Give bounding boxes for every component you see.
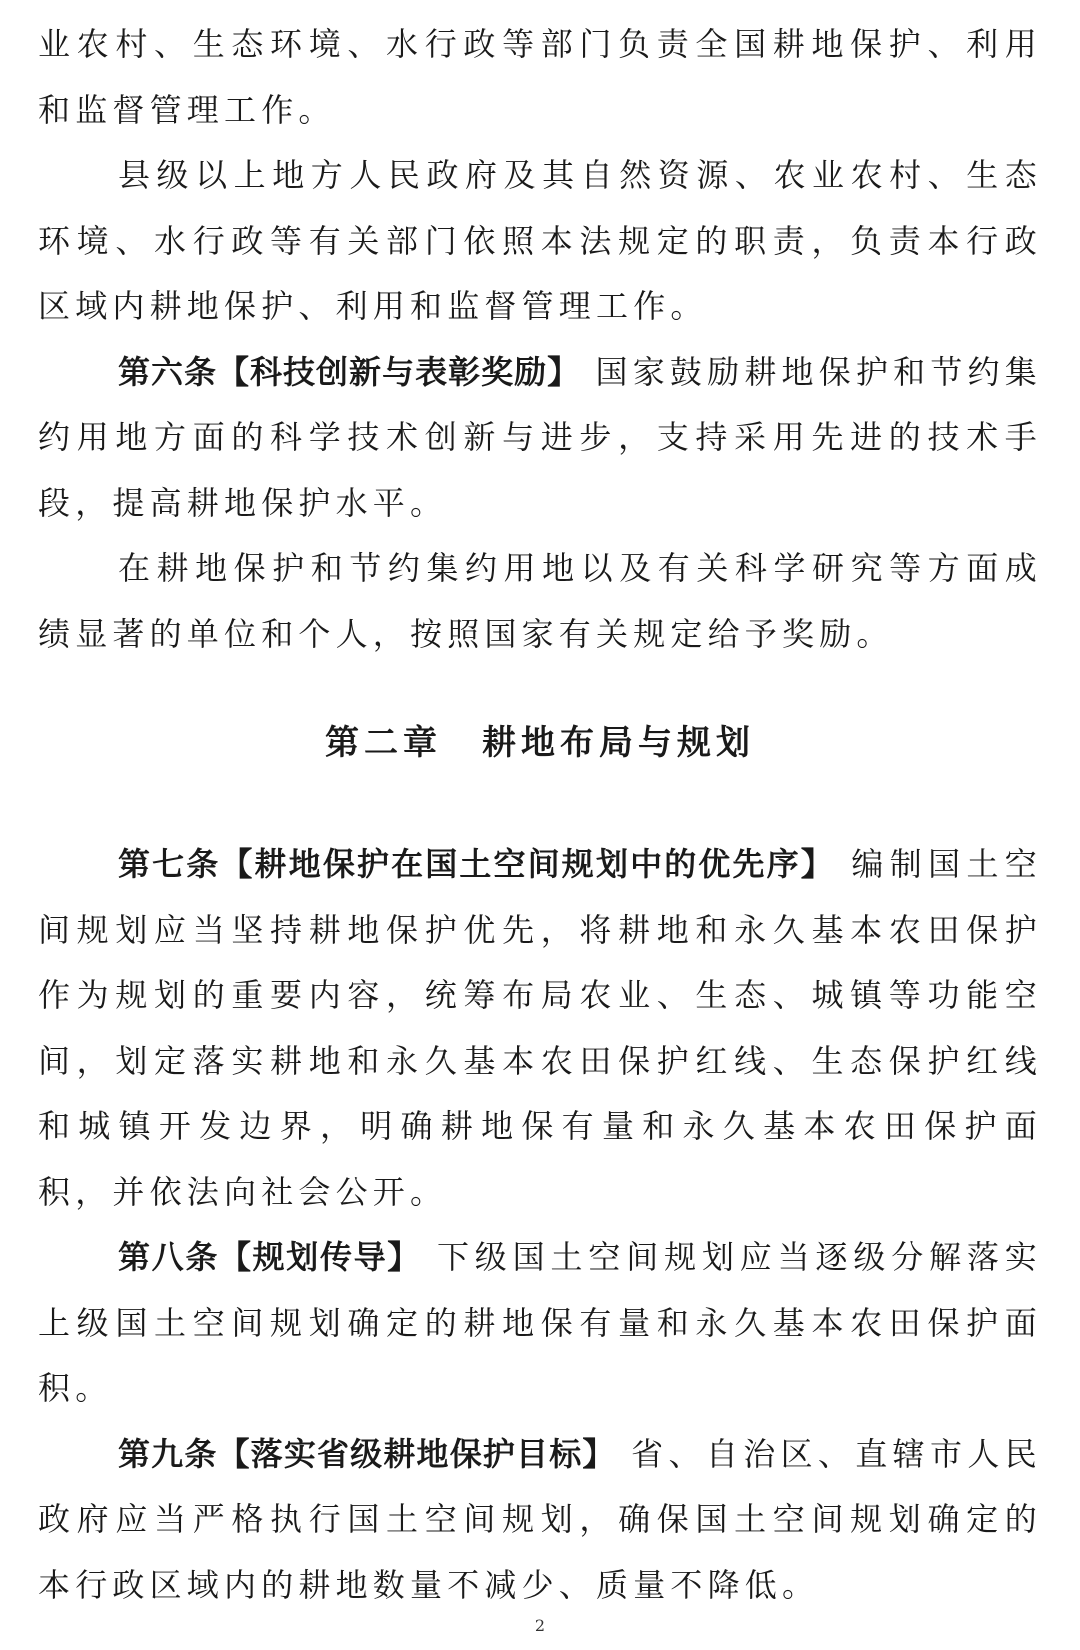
page-number: 2 — [534, 1616, 546, 1635]
article-body: 下级国土空间规划应当逐级分解落实上级国土空间规划确定的耕地保有量和永久基本农田保护面积。 — [38, 1238, 1042, 1407]
article-7 — [38, 832, 1042, 1225]
article-body: 编制国土空间规划应当坚持耕地保护优先，将耕地和永久基本农田保护作为规划的重要内容，统筹布局农业、生态、城镇等功能空间，划定落实耕地和永久基本农田保护红线、生态保护红线和城镇开发边界，明确耕地保有量和永久基本农田保护面积，并依法向社会公开。 — [38, 845, 1042, 1211]
chapter-title: 耕地布局与规划 — [482, 723, 755, 763]
article-8 — [38, 1225, 1042, 1422]
paragraph: 县级以上地方人民政府及其自然资源、农业农村、生态环境、水行政等有关部门依照本法规定的职责，负责本行政区域内耕地保护、利用和监督管理工作。 — [38, 156, 1042, 325]
paragraph: 在耕地保护和节约集约用地以及有关科学研究等方面成绩显著的单位和个人，按照国家有关规定给予奖励。 — [38, 549, 1042, 653]
document-page — [38, 12, 1042, 1618]
paragraph-continuation: 业农村、生态环境、水行政等部门负责全国耕地保护、利用和监督管理工作。 — [38, 25, 1042, 129]
article-title: 第七条【耕地保护在国土空间规划中的优先序】 — [118, 845, 835, 883]
article-body: 国家鼓励耕地保护和节约集约用地方面的科学技术创新与进步，支持采用先进的技术手段，提高耕地保护水平。 — [38, 352, 1042, 522]
article-body: 省、自治区、直辖市人民政府应当严格执行国土空间规划，确保国土空间规划确定的本行政区域内的耕地数量不减少、质量不降低。 — [38, 1434, 1042, 1604]
article-title: 第八条【规划传导】 — [118, 1238, 421, 1276]
chapter-number: 第二章 — [325, 723, 442, 763]
chapter-heading — [38, 711, 1042, 776]
article-title: 第九条【落实省级耕地保护目标】 — [118, 1434, 616, 1473]
article-9 — [38, 1422, 1042, 1619]
article-6 — [38, 340, 1042, 537]
article-title: 第六条【科技创新与表彰奖励】 — [118, 352, 581, 391]
